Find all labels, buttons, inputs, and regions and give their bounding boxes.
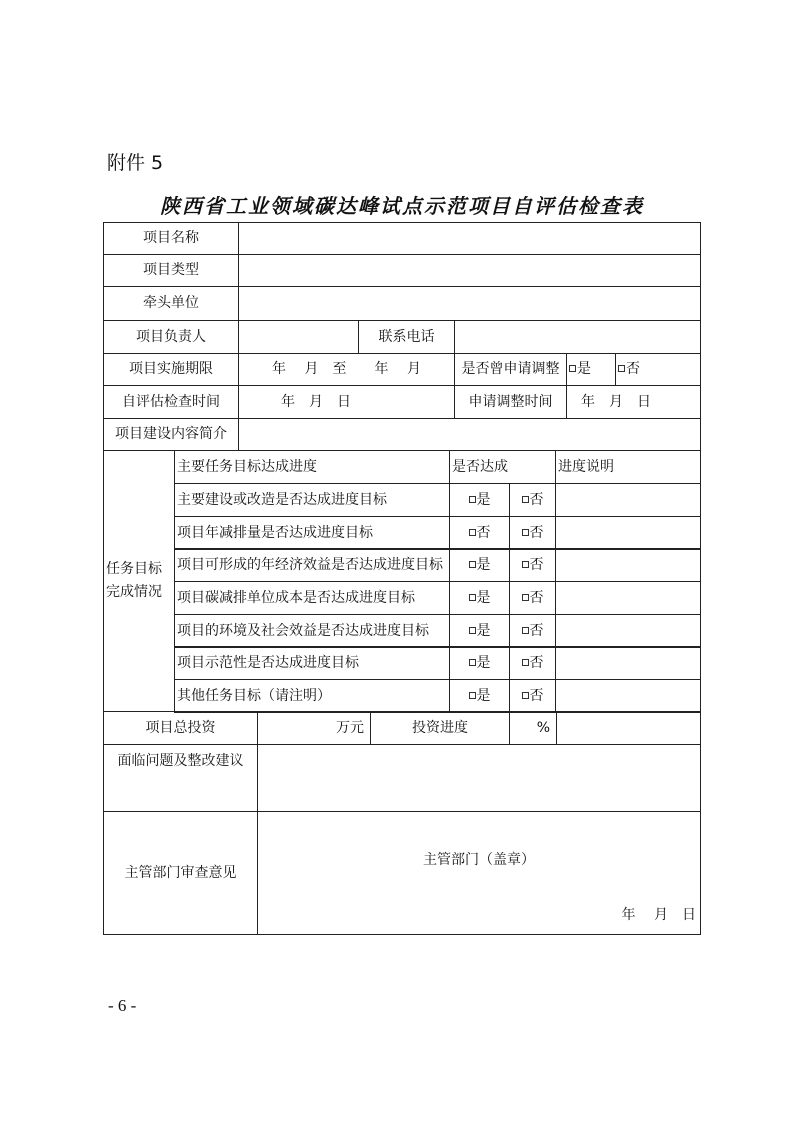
checkbox-icon[interactable] bbox=[522, 561, 529, 568]
task-explain-field[interactable] bbox=[555, 614, 701, 648]
task-explain-field[interactable] bbox=[555, 581, 701, 615]
lead-unit-field[interactable] bbox=[238, 286, 701, 321]
task-row-label: 项目年减排量是否达成进度目标 bbox=[174, 516, 450, 550]
review-stamp-text: 主管部门（盖章） bbox=[423, 852, 535, 868]
task-option-2-label: 否 bbox=[529, 622, 544, 639]
task-option-1[interactable] bbox=[449, 679, 510, 713]
task-row-label: 项目可形成的年经济效益是否达成进度目标 bbox=[174, 548, 450, 582]
task-option-2-label: 否 bbox=[529, 687, 544, 704]
adjust-apply-time-label: 申请调整时间 bbox=[454, 385, 567, 419]
checkbox-icon[interactable] bbox=[522, 496, 529, 503]
implementation-period-field[interactable]: 年 月 至 年 月 bbox=[238, 353, 455, 386]
total-investment-field[interactable]: 万元 bbox=[257, 711, 371, 745]
project-leader-field[interactable] bbox=[238, 320, 359, 354]
task-option-2[interactable] bbox=[509, 516, 556, 550]
task-section-label bbox=[103, 450, 175, 712]
task-option-1[interactable] bbox=[449, 483, 510, 517]
task-row-label: 项目示范性是否达成进度目标 bbox=[174, 646, 450, 680]
task-explain-field[interactable] bbox=[555, 548, 701, 582]
task-header-progress: 主要任务目标达成进度 bbox=[174, 450, 450, 484]
adjust-no-label: 否 bbox=[626, 361, 640, 378]
task-option-1-label: 是 bbox=[476, 556, 491, 573]
task-option-1[interactable] bbox=[449, 548, 510, 582]
content-summary-field[interactable] bbox=[238, 418, 701, 451]
checkbox-icon[interactable] bbox=[469, 659, 476, 666]
task-option-1-label: 是 bbox=[476, 622, 491, 639]
adjust-apply-date-field[interactable]: 年 月 日 bbox=[566, 385, 701, 419]
investment-progress-field[interactable]: % bbox=[509, 711, 557, 745]
project-type-field[interactable] bbox=[238, 254, 701, 287]
task-row-label: 其他任务目标（请注明） bbox=[174, 679, 450, 713]
project-leader-label: 项目负责人 bbox=[103, 320, 239, 354]
total-investment-label: 项目总投资 bbox=[103, 711, 258, 745]
lead-unit-label: 牵头单位 bbox=[103, 286, 239, 321]
form-title: 陕西省工业领域碳达峰试点示范项目自评估检查表 bbox=[160, 194, 644, 218]
task-section-label-line1: 任务目标 bbox=[106, 561, 162, 578]
task-explain-field[interactable] bbox=[555, 646, 701, 680]
checkbox-icon[interactable] bbox=[522, 594, 529, 601]
task-explain-field[interactable] bbox=[555, 483, 701, 517]
checkbox-icon[interactable] bbox=[522, 692, 529, 699]
task-option-2[interactable] bbox=[509, 548, 556, 582]
investment-progress-label: 投资进度 bbox=[370, 711, 510, 745]
task-option-2[interactable] bbox=[509, 483, 556, 517]
task-option-1-label: 否 bbox=[476, 524, 491, 541]
task-row-label: 项目碳减排单位成本是否达成进度目标 bbox=[174, 581, 450, 615]
checkbox-icon[interactable] bbox=[469, 627, 476, 634]
task-option-2[interactable] bbox=[509, 646, 556, 680]
issues-label: 面临问题及整改建议 bbox=[103, 744, 258, 812]
adjust-yes-option[interactable] bbox=[566, 353, 616, 386]
adjust-applied-label: 是否曾申请调整 bbox=[454, 353, 567, 386]
task-option-2[interactable] bbox=[509, 614, 556, 648]
review-date: 年 月 日 bbox=[621, 907, 696, 924]
contact-phone-field[interactable] bbox=[454, 320, 701, 354]
self-eval-date-field[interactable]: 年 月 日 bbox=[238, 385, 455, 419]
task-option-1[interactable] bbox=[449, 516, 510, 550]
checkbox-icon[interactable] bbox=[469, 594, 476, 601]
task-option-2-label: 否 bbox=[529, 589, 544, 606]
adjust-no-option[interactable] bbox=[615, 353, 701, 386]
task-option-1[interactable] bbox=[449, 646, 510, 680]
task-option-1-label: 是 bbox=[476, 589, 491, 606]
task-option-1-label: 是 bbox=[476, 687, 491, 704]
review-field[interactable] bbox=[257, 811, 701, 935]
project-name-field[interactable] bbox=[238, 222, 701, 255]
task-explain-field[interactable] bbox=[555, 679, 701, 713]
self-eval-time-label: 自评估检查时间 bbox=[103, 385, 239, 419]
adjust-yes-label: 是 bbox=[577, 361, 591, 378]
project-name-label: 项目名称 bbox=[103, 222, 239, 255]
task-option-2-label: 否 bbox=[529, 556, 544, 573]
checkbox-icon[interactable] bbox=[522, 627, 529, 634]
checkbox-icon[interactable] bbox=[469, 561, 476, 568]
attachment-label: 附件 5 bbox=[107, 152, 164, 174]
task-option-2-label: 否 bbox=[529, 491, 544, 508]
task-option-1[interactable] bbox=[449, 581, 510, 615]
review-label: 主管部门审查意见 bbox=[103, 811, 258, 935]
task-option-2[interactable] bbox=[509, 581, 556, 615]
checkbox-icon[interactable] bbox=[522, 529, 529, 536]
task-option-1-label: 是 bbox=[476, 654, 491, 671]
contact-phone-label: 联系电话 bbox=[358, 320, 455, 354]
task-row-label: 项目的环境及社会效益是否达成进度目标 bbox=[174, 614, 450, 648]
task-header-achieved: 是否达成 bbox=[449, 450, 556, 484]
task-row-label: 主要建设或改造是否达成进度目标 bbox=[174, 483, 450, 517]
checkbox-icon[interactable] bbox=[618, 365, 625, 372]
implementation-period-label: 项目实施期限 bbox=[103, 353, 239, 386]
task-option-2-label: 否 bbox=[529, 524, 544, 541]
page-number: - 6 - bbox=[108, 996, 137, 1015]
investment-extra-field[interactable] bbox=[556, 711, 701, 745]
checkbox-icon[interactable] bbox=[469, 496, 476, 503]
task-explain-field[interactable] bbox=[555, 516, 701, 550]
task-option-2-label: 否 bbox=[529, 654, 544, 671]
content-summary-label: 项目建设内容简介 bbox=[103, 418, 239, 451]
checkbox-icon[interactable] bbox=[522, 659, 529, 666]
task-option-2[interactable] bbox=[509, 679, 556, 713]
task-header-explain: 进度说明 bbox=[555, 450, 701, 484]
issues-field[interactable] bbox=[257, 744, 701, 812]
project-type-label: 项目类型 bbox=[103, 254, 239, 287]
task-option-1[interactable] bbox=[449, 614, 510, 648]
task-section-label-line2: 完成情况 bbox=[106, 584, 162, 600]
checkbox-icon[interactable] bbox=[469, 692, 476, 699]
task-option-1-label: 是 bbox=[476, 491, 491, 508]
checkbox-icon[interactable] bbox=[569, 365, 576, 372]
checkbox-icon[interactable] bbox=[469, 529, 476, 536]
